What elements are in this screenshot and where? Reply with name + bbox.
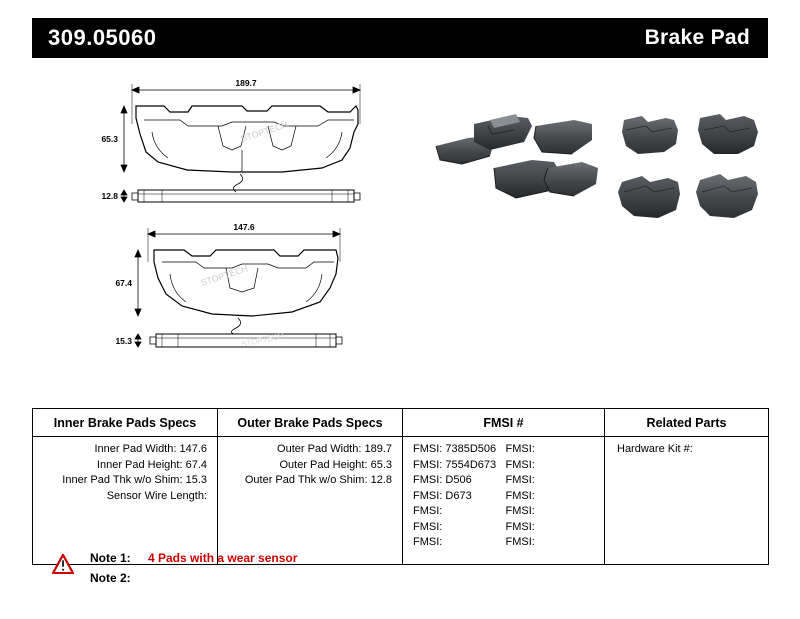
note-1-row xyxy=(52,548,552,568)
part-number: 309.05060 xyxy=(48,25,157,50)
list-item: FMSI: xyxy=(413,505,443,517)
list-item: FMSI: D506 xyxy=(413,474,472,486)
fmsi-column-right xyxy=(506,442,599,551)
watermark-side: STOPTECH xyxy=(240,331,285,349)
outer-width-label: 189.7 xyxy=(235,78,257,88)
warning-icon xyxy=(52,554,74,574)
list-item: FMSI: xyxy=(505,474,535,486)
list-item: Sensor Wire Length: xyxy=(106,489,207,502)
photo-pad-grid xyxy=(618,114,758,218)
list-item: FMSI: 7385D506 xyxy=(413,443,497,455)
list-item: FMSI: xyxy=(505,458,535,471)
note-2-row xyxy=(52,568,552,588)
watermark-inner: STOPTECH xyxy=(199,263,250,288)
watermark-outer: STOPTECH xyxy=(239,119,290,144)
list-item: Inner Pad Width: 147.6 xyxy=(94,443,207,455)
table-body-row xyxy=(33,437,769,565)
header-bar xyxy=(32,18,768,58)
drawing-area xyxy=(32,62,768,392)
specifications-table xyxy=(32,408,769,565)
list-item: FMSI: xyxy=(505,505,535,517)
outer-height-label: 65.3 xyxy=(101,134,118,144)
note-1-value: 4 Pads with a wear sensor xyxy=(148,551,298,565)
fmsi-column-left xyxy=(413,442,506,551)
fmsi-grid xyxy=(409,442,598,551)
inner-thickness-label: 15.3 xyxy=(115,336,132,346)
list-item: Outer Pad Thk w/o Shim: 12.8 xyxy=(244,474,392,486)
table-header-row xyxy=(33,409,769,437)
page-title: Brake Pad xyxy=(644,26,750,49)
column-header-outer-specs: Outer Brake Pads Specs xyxy=(218,409,403,437)
list-item: FMSI: xyxy=(505,536,535,548)
outer-thickness-label: 12.8 xyxy=(101,191,118,201)
technical-drawing xyxy=(92,62,412,372)
list-item: FMSI: xyxy=(505,489,535,502)
photo-angled-pad-set xyxy=(436,114,598,198)
list-item: Inner Pad Thk w/o Shim: 15.3 xyxy=(62,474,207,486)
list-item: FMSI: D673 xyxy=(413,489,472,502)
list-item: Hardware Kit #: xyxy=(617,443,693,455)
list-item: Outer Pad Height: 65.3 xyxy=(279,458,392,471)
note-1-label: Note 1: xyxy=(90,551,131,565)
list-item: FMSI: xyxy=(413,520,443,533)
cell-inner-specs xyxy=(33,437,218,565)
notes-section xyxy=(52,548,552,588)
column-header-fmsi: FMSI # xyxy=(403,409,605,437)
inner-specs-list xyxy=(39,442,211,504)
related-parts-list xyxy=(611,442,762,458)
cell-related-parts xyxy=(605,437,769,565)
column-header-related-parts: Related Parts xyxy=(605,409,769,437)
inner-width-label: 147.6 xyxy=(233,222,255,232)
inner-height-label: 67.4 xyxy=(115,278,132,288)
note-2-label: Note 2: xyxy=(90,571,131,585)
product-photo-group xyxy=(432,102,762,262)
list-item: FMSI: 7554D673 xyxy=(413,458,497,471)
column-header-inner-specs: Inner Brake Pads Specs xyxy=(33,409,218,437)
list-item: FMSI: xyxy=(505,520,535,533)
list-item: Inner Pad Height: 67.4 xyxy=(96,458,207,471)
cell-outer-specs xyxy=(218,437,403,565)
outer-specs-list xyxy=(224,442,396,489)
list-item: FMSI: xyxy=(505,443,535,455)
list-item: Outer Pad Width: 189.7 xyxy=(277,443,392,455)
cell-fmsi xyxy=(403,437,605,565)
list-item: FMSI: xyxy=(413,536,443,548)
